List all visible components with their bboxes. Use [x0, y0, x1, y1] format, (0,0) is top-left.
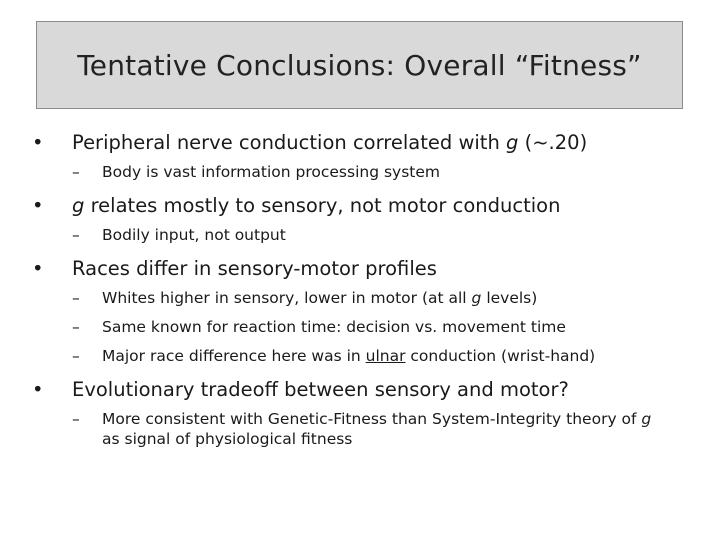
sub-bullet-list	[30, 288, 680, 366]
bullet-text: Evolutionary tradeoff between sensory and motor?	[72, 378, 569, 401]
sub-bullet-item	[30, 317, 680, 337]
bullet-dot-icon: •	[32, 131, 44, 154]
bullet-text: Peripheral nerve conduction correlated with g (~.20)	[72, 131, 588, 154]
slide-title: Tentative Conclusions: Overall “Fitness”	[77, 48, 642, 82]
bullet-item	[30, 256, 680, 282]
bullet-dot-icon: •	[32, 194, 44, 217]
bullet-list	[30, 130, 680, 460]
bullet-item	[30, 130, 680, 156]
title-box	[36, 21, 683, 109]
dash-icon: –	[72, 410, 80, 428]
dash-icon: –	[72, 347, 80, 365]
dash-icon: –	[72, 289, 80, 307]
bullet-item	[30, 193, 680, 219]
sub-bullet-text: Bodily input, not output	[102, 226, 286, 244]
sub-bullet-text: Body is vast information processing system	[102, 163, 440, 181]
sub-bullet-item	[30, 409, 680, 449]
sub-bullet-text: Same known for reaction time: decision vs. movement time	[102, 318, 566, 336]
sub-bullet-item	[30, 288, 680, 308]
sub-bullet-list	[30, 409, 680, 449]
bullet-item	[30, 377, 680, 403]
dash-icon: –	[72, 318, 80, 336]
bullet-dot-icon: •	[32, 378, 44, 401]
sub-bullet-item	[30, 162, 680, 182]
sub-bullet-list	[30, 162, 680, 182]
sub-bullet-text: Whites higher in sensory, lower in motor (at all g levels)	[102, 289, 538, 307]
sub-bullet-text: Major race difference here was in ulnar conduction (wrist-hand)	[102, 347, 596, 365]
sub-bullet-text: More consistent with Genetic-Fitness than System-Integrity theory of g as signal of physiological fitness	[102, 410, 652, 448]
sub-bullet-item	[30, 225, 680, 245]
bullet-text: Races differ in sensory-motor profiles	[72, 257, 437, 280]
sub-bullet-list	[30, 225, 680, 245]
sub-bullet-item	[30, 346, 680, 366]
dash-icon: –	[72, 163, 80, 181]
bullet-dot-icon: •	[32, 257, 44, 280]
dash-icon: –	[72, 226, 80, 244]
bullet-text: g relates mostly to sensory, not motor conduction	[72, 194, 561, 217]
